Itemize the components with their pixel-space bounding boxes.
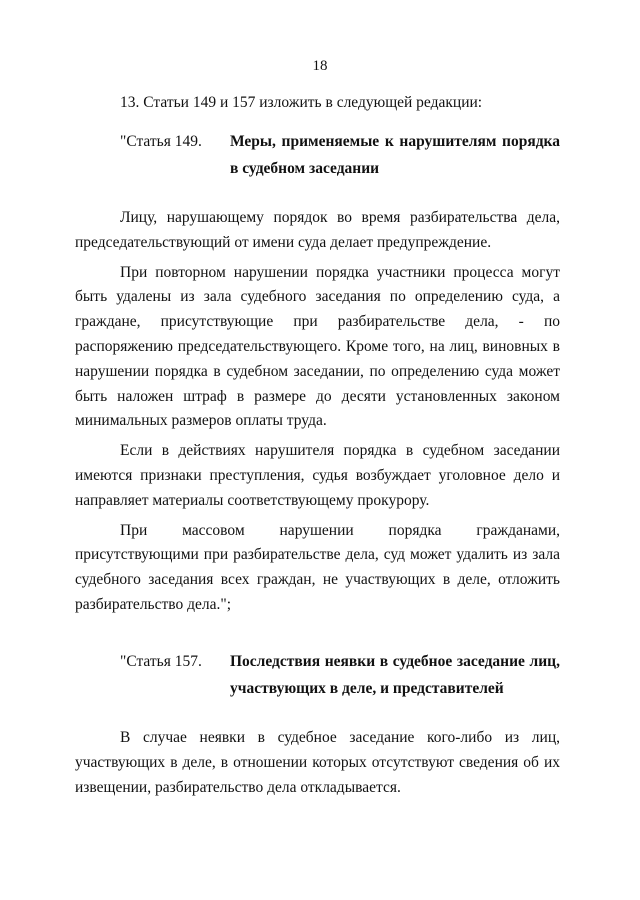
article-157-heading [120,648,560,702]
article-149-body [75,206,560,618]
article-149-heading [120,128,560,182]
article-label: "Статья 149. [120,133,202,150]
amendment-intro: 13. Статьи 149 и 157 изложить в следующей редакции: [120,94,483,111]
article-157-body [75,726,560,800]
paragraph: Если в действиях нарушителя порядка в судебном заседании имеются признаки преступления, судья возбуждает уголовное дело и направляет материалы соответствующему прокурору. [75,442,560,509]
page-number: 18 [312,58,328,74]
article-label: "Статья 157. [120,653,202,670]
paragraph: При повторном нарушении порядка участники процесса могут быть удалены из зала судебного заседания по определению суда, а граждане, присутствующие при разбирательстве дела, - по распоряжению председательствующего. Кроме того, на лиц, виновных в нарушении порядка в судебном заседании, по определению суда может быть наложен штраф в размере до десяти установленных законом минимальных размеров оплаты труда. [75,263,560,430]
paragraph: Лицу, нарушающему порядок во время разбирательства дела, председательствующий от имени суда делает предупреждение. [75,209,560,251]
paragraph: При массовом нарушении порядка гражданами, присутствующими при разбирательстве дела, суд может удалить из зала судебного заседания всех граждан, не участвующих в деле, отложить разбирательство дела."; [75,521,560,613]
article-title: Последствия неявки в судебное заседание лиц, участвующих в деле, и представителей [230,653,560,697]
paragraph: В случае неявки в судебное заседание кого-либо из лиц, участвующих в деле, в отношении которых отсутствуют сведения об их извещении, разбирательство дела откладывается. [75,729,560,796]
article-title: Меры, применяемые к нарушителям порядка в судебном заседании [230,133,560,177]
